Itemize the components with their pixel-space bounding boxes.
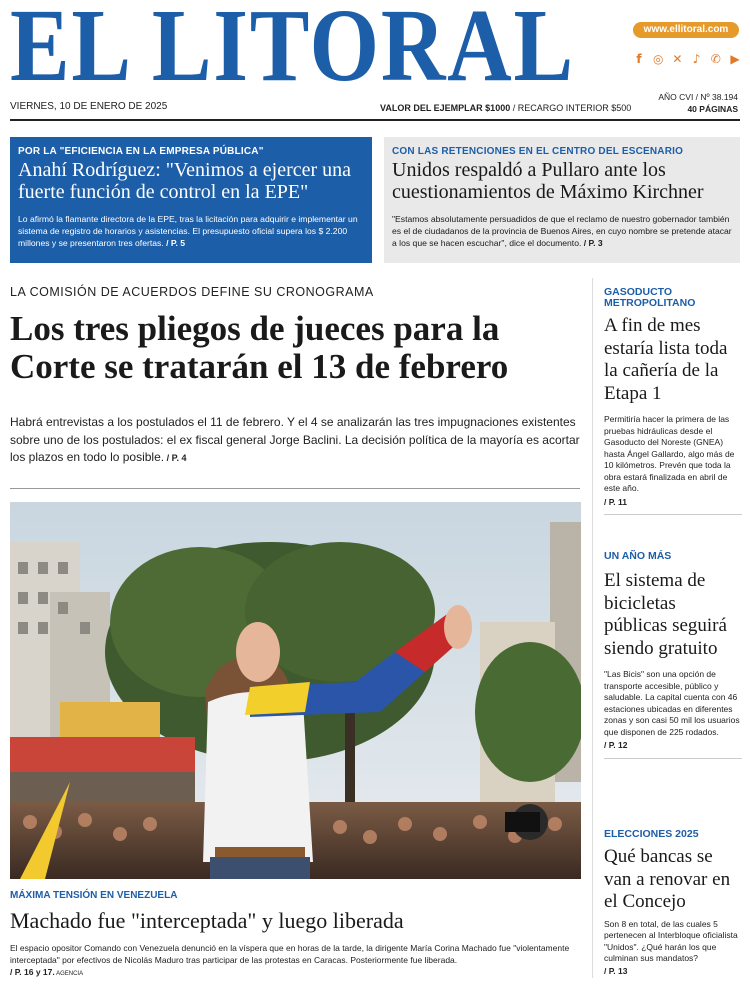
story-summary: "Las Bicis" son una opción de transporte accesible, público y saludable. La capital cuenta con 46 estaciones ubicadas en diferentes zonas y son casi 50 mil los usuarios que disponen de 225 rodados.	[604, 669, 740, 737]
issue-label: AÑO CVI / Nº 38.194	[658, 92, 738, 102]
sidebar-story-gasoducto[interactable]	[604, 287, 742, 515]
sidebar-divider	[604, 758, 742, 759]
story-text: Lo afirmó la flamante directora de la EPE, tras la licitación para adquirir e implementar un sistema de registro de horarios y asistencias. El presupuesto oficial supera los $ 2.200 millones y se presentaron tres ofertas.	[18, 214, 358, 248]
story-text: Habrá entrevistas a los postulados el 11 de febrero. Y el 4 se analizarán las tres impugnaciones existentes sobre uno de los postulados: el ex fiscal general Jorge Baclini. La decisión política de la mayoría es acortar los plazos en todo lo posible.	[10, 415, 580, 464]
instagram-icon[interactable]: ◎	[652, 52, 664, 66]
tiktok-icon[interactable]: ♪	[692, 52, 701, 66]
lead-photo	[10, 502, 581, 879]
photo-story-kicker: MÁXIMA TENSIÓN EN VENEZUELA	[10, 890, 178, 901]
price-info	[380, 103, 631, 113]
story-text: "Estamos absolutamente persuadidos de que el reclamo de nuestro gobernador también es el de ciudadanos de la provincia de Buenos Aires, en cuyo nombre se pretende atacar a los que se hacen escuchar", dice el documento.	[392, 214, 732, 248]
price-main: VALOR DEL EJEMPLAR $1000	[380, 103, 511, 113]
whatsapp-icon[interactable]: ✆	[710, 52, 721, 66]
rally-photo-illustration	[10, 502, 581, 879]
page-ref[interactable]: / P. 4	[164, 453, 187, 463]
sidebar-divider	[604, 514, 742, 515]
issue-number	[600, 91, 738, 115]
photo-story-summary	[10, 942, 582, 980]
issue-date: VIERNES, 10 DE ENERO DE 2025	[10, 101, 168, 112]
page-ref[interactable]: / P. 12	[604, 740, 628, 750]
page-ref[interactable]: / P. 13	[604, 965, 628, 976]
story-summary: Permitiría hacer la primera de las pruebas hidráulicas desde el Gasoducto del Noreste (GNEA) hasta Ángel Gallardo, algo más de 10 kilómetros. Prevén que toda la obra estará finalizada en abril de este año.	[604, 414, 735, 493]
page-ref[interactable]: / P. 5	[163, 238, 186, 248]
story-kicker: POR LA "EFICIENCIA EN LA EMPRESA PÚBLICA"	[18, 146, 264, 157]
top-right-story[interactable]	[384, 137, 740, 263]
story-kicker: GASODUCTO METROPOLITANO	[604, 286, 696, 309]
column-divider	[592, 278, 593, 978]
story-headline[interactable]: Unidos respaldó a Pullaro ante los cuestionamientos de Máximo Kirchner	[392, 159, 704, 203]
story-summary	[392, 213, 734, 249]
photo-story-headline[interactable]: Machado fue "interceptada" y luego liberada	[10, 908, 404, 933]
website-link[interactable]: www.ellitoral.com	[633, 22, 739, 38]
agency-credit: AGENCIA	[54, 971, 84, 977]
newspaper-logo: EL LITORAL	[10, 0, 575, 103]
page-count: 40 PÁGINAS	[687, 104, 738, 114]
story-summary: Son 8 en total, de las cuales 5 pertenecen al Interbloque oficialista "Unidos". ¿Qué harán los que culminan sus mandatos?	[604, 918, 738, 963]
price-extra: / RECARGO INTERIOR $500	[510, 103, 632, 113]
story-text: El espacio opositor Comando con Venezuela denunció en la víspera que en horas de la tarde, la dirigente María Corina Machado fue "violentamente interceptada" por efectivos de Nicolás Maduro tras participar de las protestas en Caracas. Posteriormente fue liberada.	[10, 943, 570, 965]
main-story-kicker: LA COMISIÓN DE ACUERDOS DEFINE SU CRONOGRAMA	[10, 285, 374, 299]
story-kicker: UN AÑO MÁS	[604, 550, 672, 562]
facebook-icon[interactable]: f	[636, 52, 642, 66]
main-story-headline[interactable]: Los tres pliegos de jueces para la Corte se tratarán el 13 de febrero	[10, 309, 509, 386]
page-ref[interactable]: / P. 3	[581, 238, 603, 248]
story-kicker: CON LAS RETENCIONES EN EL CENTRO DEL ESCENARIO	[392, 146, 684, 157]
story-headline[interactable]: A fin de mes estaría lista toda la cañería de la Etapa 1	[604, 315, 728, 404]
page-ref[interactable]: / P. 11	[604, 496, 628, 507]
sidebar-story-bicicletas[interactable]	[604, 551, 742, 759]
story-headline[interactable]: Qué bancas se van a renovar en el Concejo	[604, 846, 731, 912]
header-divider	[10, 119, 740, 121]
story-kicker: ELECCIONES 2025	[604, 828, 699, 840]
social-icons	[632, 52, 742, 66]
story-headline[interactable]: Anahí Rodríguez: "Venimos a ejercer una fuerte función de control en la EPE"	[18, 159, 352, 203]
section-divider	[10, 488, 580, 489]
page-ref[interactable]: / P. 16 y 17.	[10, 967, 55, 977]
story-summary	[18, 213, 366, 249]
sidebar-story-elecciones[interactable]	[604, 829, 742, 977]
story-headline[interactable]: El sistema de bicicletas públicas seguirá siendo gratuito	[604, 570, 727, 659]
youtube-icon[interactable]: ▶	[730, 52, 740, 66]
main-story-summary	[10, 414, 580, 468]
top-left-story[interactable]	[10, 137, 372, 263]
x-icon[interactable]: ✕	[672, 52, 683, 66]
